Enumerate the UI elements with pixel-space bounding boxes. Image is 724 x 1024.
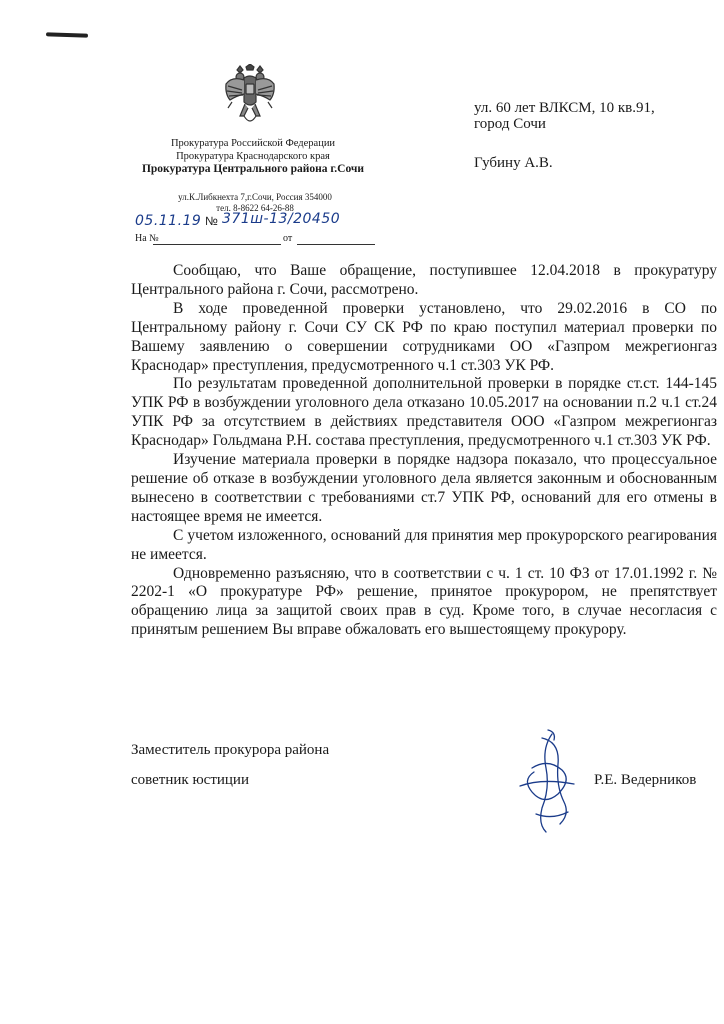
outgoing-date-handwritten: 05.11.19 [135,213,202,229]
org-line-federal: Прокуратура Российской Федерации [170,138,336,149]
stray-pen-mark [46,32,88,37]
reference-number-label: На № [135,233,159,244]
russian-double-headed-eagle-icon [222,64,278,130]
issuing-authority [118,137,388,176]
recipient-name: Губину А.В. [474,155,553,171]
recipient-address-line2: город Сочи [474,116,546,132]
body-paragraph: Сообщаю, что Ваше обращение, поступившее 12.04.2018 в прокуратуру Центрального района г. Сочи, рассмотрено. [131,262,717,298]
recipient-block [474,100,704,171]
signatory-rank: советник юстиции [131,772,249,788]
body-paragraph: Изучение материала проверки в порядке надзора показало, что процессуальное решение об отказе в возбуждении уголовного дела является законным и обоснованным вынесено в соответствии с требованиями ст.7 УПК РФ, оснований для его отмены в настоящее время не имеется. [131,451,717,525]
handwritten-signature [512,728,588,836]
reference-number-line [135,228,375,246]
letter-body [131,262,717,640]
outgoing-number-sign: № [205,214,218,228]
address-street: ул.К.Либкнехта 7,г.Сочи, Россия 354000 [178,192,332,202]
signatory-name: Р.Е. Ведерников [594,772,697,788]
org-line-regional: Прокуратура Краснодарского края [176,151,330,162]
body-paragraph: С учетом изложенного, оснований для принятия мер прокурорского реагирования не имеется. [131,526,717,563]
reference-date-label: от [283,233,293,244]
reference-number-underline [153,244,281,245]
outgoing-number-handwritten: 371ш-13/20450 [222,211,341,227]
signatory-position: Заместитель прокурора района [131,742,330,758]
body-paragraph: Одновременно разъясняю, что в соответствии с ч. 1 ст. 10 ФЗ от 17.01.1992 г. № 2202-1 «О прокуратуре РФ» решение, принятое прокурором, не препятствует обращению лица за защитой своих прав в суд. Кроме того, в случае несогласия с принятым решением Вы вправе обжаловать его вышестоящему прокурору. [131,564,717,639]
body-paragraph: По результатам проведенной дополнительной проверки в порядке ст.ст. 144-145 УПК РФ в возбуждении уголовного дела отказано 10.05.2017 на основании п.2 ч.1 ст.24 УПК РФ за отсутствием в действиях представителя ООО «Газпром межрегионгаз Краснодар» Гольдмана Р.Н. состава преступления, предусмотренного ч.1 ст.303 УК РФ. [131,375,717,450]
org-line-district: Прокуратура Центрального района г.Сочи [141,163,365,175]
address-phone: тел. 8-8622 64-26-88 [216,203,294,213]
reference-date-underline [297,244,375,245]
body-paragraph: В ходе проведенной проверки установлено, что 29.02.2016 в СО по Центральному району г. Сочи СУ СК РФ по краю поступил материал проверки по Вашему заявлению о совершении сотрудниками ОО «Газпром межрегионгаз Краснодар» преступления, предусмотренного ч.1 ст.303 УК РФ. [131,299,717,374]
recipient-address-line1: ул. 60 лет ВЛКСМ, 10 кв.91, [474,100,655,116]
